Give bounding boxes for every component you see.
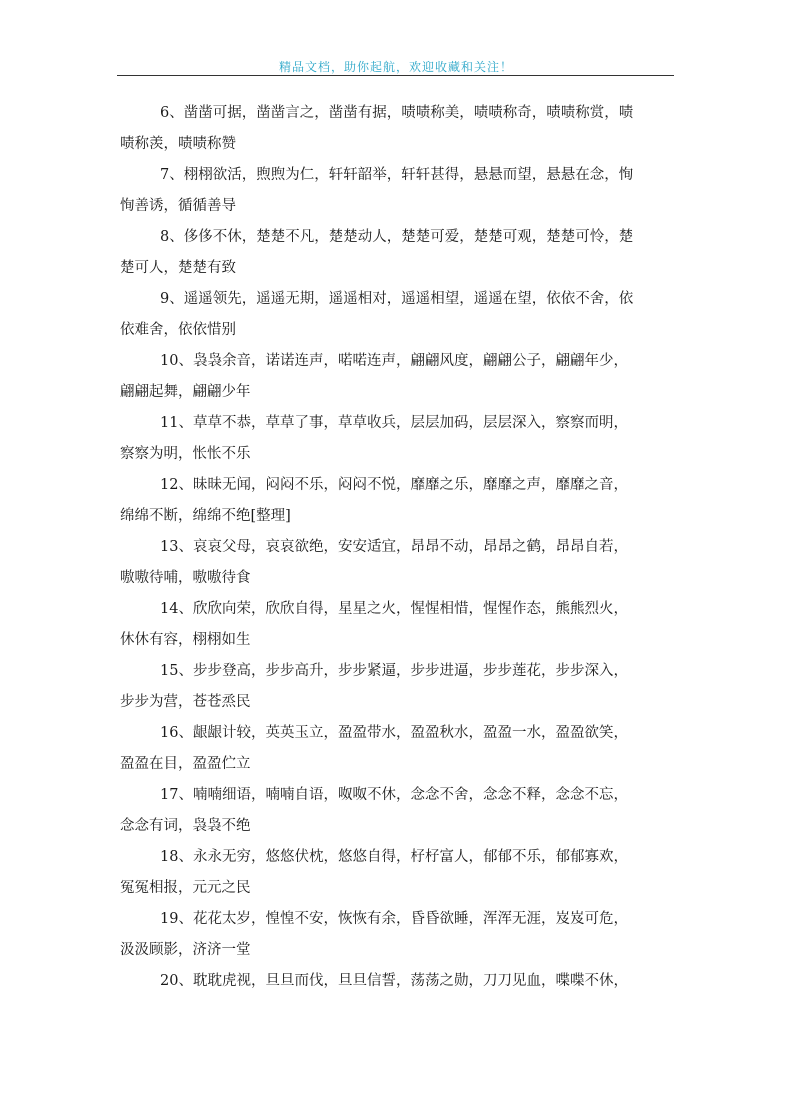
paragraph-line: 8、侈侈不休，楚楚不凡，楚楚动人，楚楚可爱，楚楚可观，楚楚可怜，楚 xyxy=(160,229,634,245)
paragraph-line: 15、步步登高，步步高升，步步紧逼，步步进逼，步步莲花，步步深入， xyxy=(160,663,628,679)
paragraph-line: 察察为明，怅怅不乐 xyxy=(120,446,251,462)
paragraph-line: 19、花花太岁，惶惶不安，恢恢有余，昏昏欲睡，浑浑无涯，岌岌可危， xyxy=(160,911,628,927)
paragraph-line: 念念有词，袅袅不绝 xyxy=(120,818,251,834)
paragraph-line: 依难舍，依依惜别 xyxy=(120,322,236,338)
idiom-paragraph xyxy=(120,904,673,966)
idiom-paragraph xyxy=(120,346,673,408)
paragraph-line: 汲汲顾影，济济一堂 xyxy=(120,942,251,958)
paragraph-line: 啧称羡，啧啧称赞 xyxy=(120,136,236,152)
idiom-paragraph xyxy=(120,470,673,532)
idiom-paragraph xyxy=(120,842,673,904)
paragraph-line: 楚可人，楚楚有致 xyxy=(120,260,236,276)
paragraph-line: 17、喃喃细语，喃喃自语，呶呶不休，念念不舍，念念不释，念念不忘， xyxy=(160,787,628,803)
paragraph-line: 嗷嗷待哺，嗷嗷待食 xyxy=(120,570,251,586)
paragraph-line: 12、昧昧无闻，闷闷不乐，闷闷不悦，靡靡之乐，靡靡之声，靡靡之音， xyxy=(160,477,628,493)
idiom-paragraph xyxy=(120,966,673,997)
idiom-paragraph xyxy=(120,532,673,594)
paragraph-line: 步步为营，苍苍烝民 xyxy=(120,694,251,710)
paragraph-line: 休休有容，栩栩如生 xyxy=(120,632,251,648)
idiom-paragraph xyxy=(120,222,673,284)
paragraph-line: 16、龈龈计较，英英玉立，盈盈带水，盈盈秋水，盈盈一水，盈盈欲笑， xyxy=(160,725,628,741)
paragraph-line: 6、凿凿可据，凿凿言之，凿凿有据，啧啧称美，啧啧称奇，啧啧称赏，啧 xyxy=(160,105,634,121)
paragraph-line: 恂善诱，循循善导 xyxy=(120,198,236,214)
paragraph-line: 翩翩起舞，翩翩少年 xyxy=(120,384,251,400)
paragraph-line: 18、永永无穷，悠悠伏枕，悠悠自得，杍杍富人，郁郁不乐，郁郁寡欢， xyxy=(160,849,628,865)
document-body xyxy=(120,98,673,997)
paragraph-line: 9、遥遥领先，遥遥无期，遥遥相对，遥遥相望，遥遥在望，依依不舍，依 xyxy=(160,291,634,307)
page-header: 精品文档，助你起航，欢迎收藏和关注！ xyxy=(278,60,513,74)
header-divider xyxy=(117,75,674,76)
idiom-paragraph xyxy=(120,284,673,346)
paragraph-line: 14、欣欣向荣，欣欣自得，星星之火，惺惺相惜，惺惺作态，熊熊烈火， xyxy=(160,601,628,617)
idiom-paragraph xyxy=(120,98,673,160)
paragraph-line: 20、耽耽虎视，旦旦而伐，旦旦信誓，荡荡之勋，刀刀见血，喋喋不休， xyxy=(160,973,628,989)
paragraph-line: 13、哀哀父母，哀哀欲绝，安安适宜，昂昂不动，昂昂之鹤，昂昂自若， xyxy=(160,539,628,555)
paragraph-line: 11、草草不恭，草草了事，草草收兵，层层加码，层层深入，察察而明， xyxy=(160,415,628,431)
paragraph-line: 绵绵不断，绵绵不绝[整理] xyxy=(120,508,291,524)
paragraph-line: 10、袅袅余音，诺诺连声，喏喏连声，翩翩风度，翩翩公子，翩翩年少， xyxy=(160,353,628,369)
idiom-paragraph xyxy=(120,160,673,222)
idiom-paragraph xyxy=(120,780,673,842)
paragraph-line: 7、栩栩欲活，煦煦为仁，轩轩韶举，轩轩甚得，悬悬而望，悬悬在念，恂 xyxy=(160,167,634,183)
idiom-paragraph xyxy=(120,656,673,718)
paragraph-line: 盈盈在目，盈盈伫立 xyxy=(120,756,251,772)
idiom-paragraph xyxy=(120,594,673,656)
idiom-paragraph xyxy=(120,718,673,780)
idiom-paragraph xyxy=(120,408,673,470)
paragraph-line: 冤冤相报，元元之民 xyxy=(120,880,251,896)
